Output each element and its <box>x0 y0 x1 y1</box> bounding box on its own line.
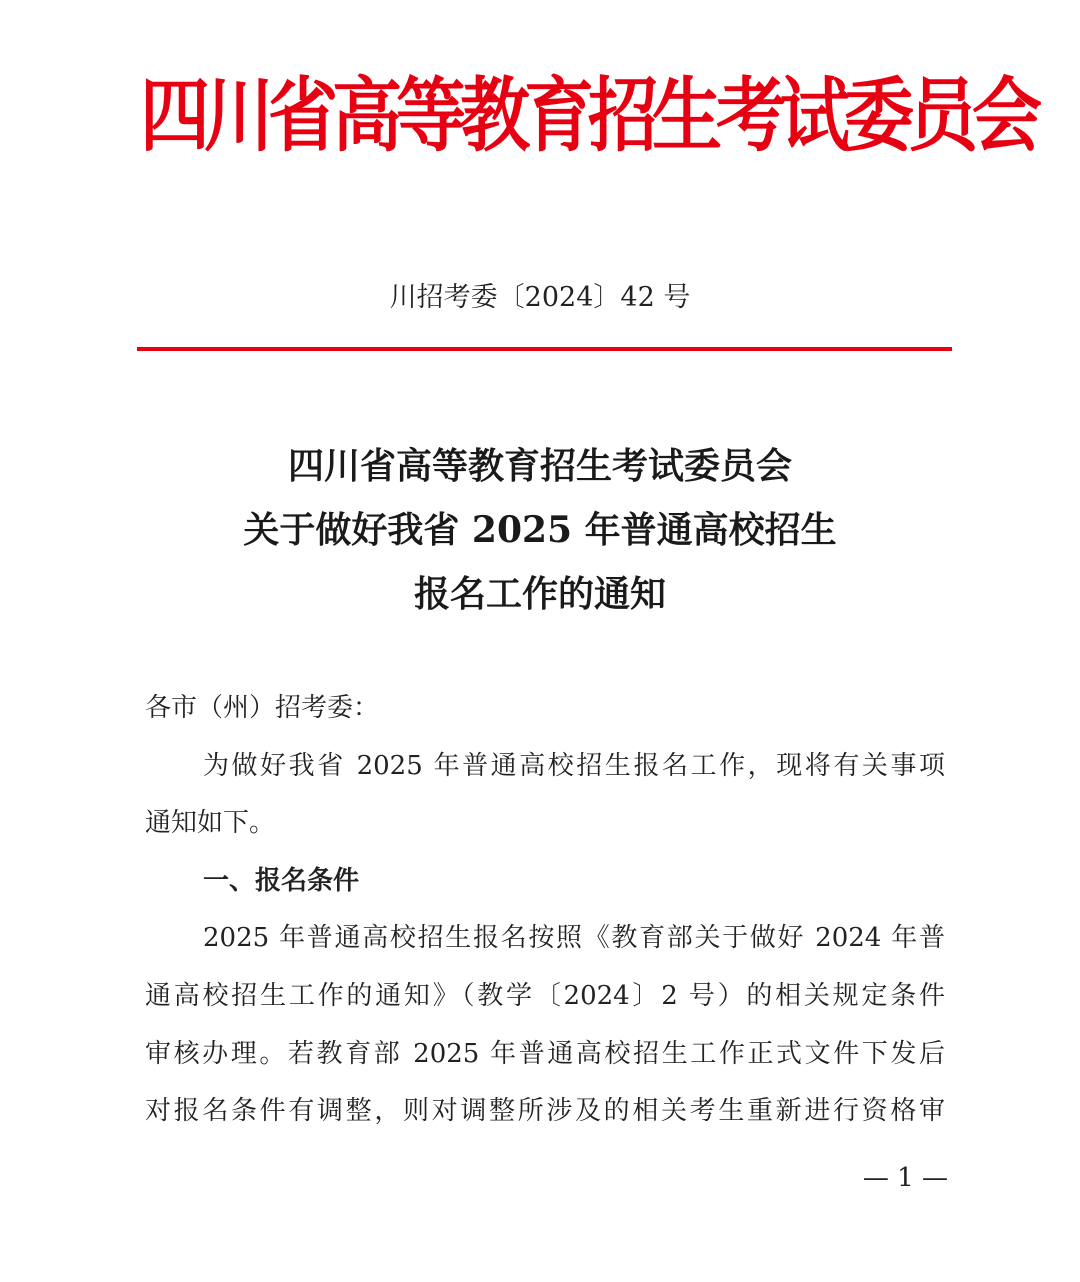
intro-paragraph-line: 通知如下。 <box>145 808 276 839</box>
section-paragraph-line: 对报名条件有调整，则对调整所涉及的相关考生重新进行资格审 <box>145 1096 945 1127</box>
notice-title-line-2: 关于做好我省 2025 年普通高校招生 <box>243 509 837 551</box>
section-paragraph-line: 2025 年普通高校招生报名按照《教育部关于做好 2024 年普 <box>203 923 945 954</box>
salutation: 各市（州）招考委： <box>145 693 380 723</box>
section-paragraph-line: 通高校招生工作的通知》（教学〔2024〕2 号）的相关规定条件 <box>145 980 945 1011</box>
notice-title <box>140 434 940 626</box>
page-number: — 1 — <box>862 1163 948 1193</box>
notice-body <box>145 680 945 1141</box>
notice-title-line-1: 四川省高等教育招生考试委员会 <box>287 445 792 487</box>
red-divider-line <box>137 347 952 351</box>
intro-paragraph-line: 为做好我省 2025 年普通高校招生报名工作，现将有关事项 <box>203 750 945 781</box>
section-heading-eligibility: 一、报名条件 <box>203 865 360 896</box>
notice-title-line-3: 报名工作的通知 <box>413 573 666 615</box>
section-paragraph-line: 审核办理。若教育部 2025 年普通高校招生工作正式文件下发后 <box>145 1038 945 1069</box>
letterhead-title: 四川省高等教育招生考试委员会 <box>140 67 1036 164</box>
document-number: 川招考委〔2024〕42 号 <box>389 282 691 313</box>
